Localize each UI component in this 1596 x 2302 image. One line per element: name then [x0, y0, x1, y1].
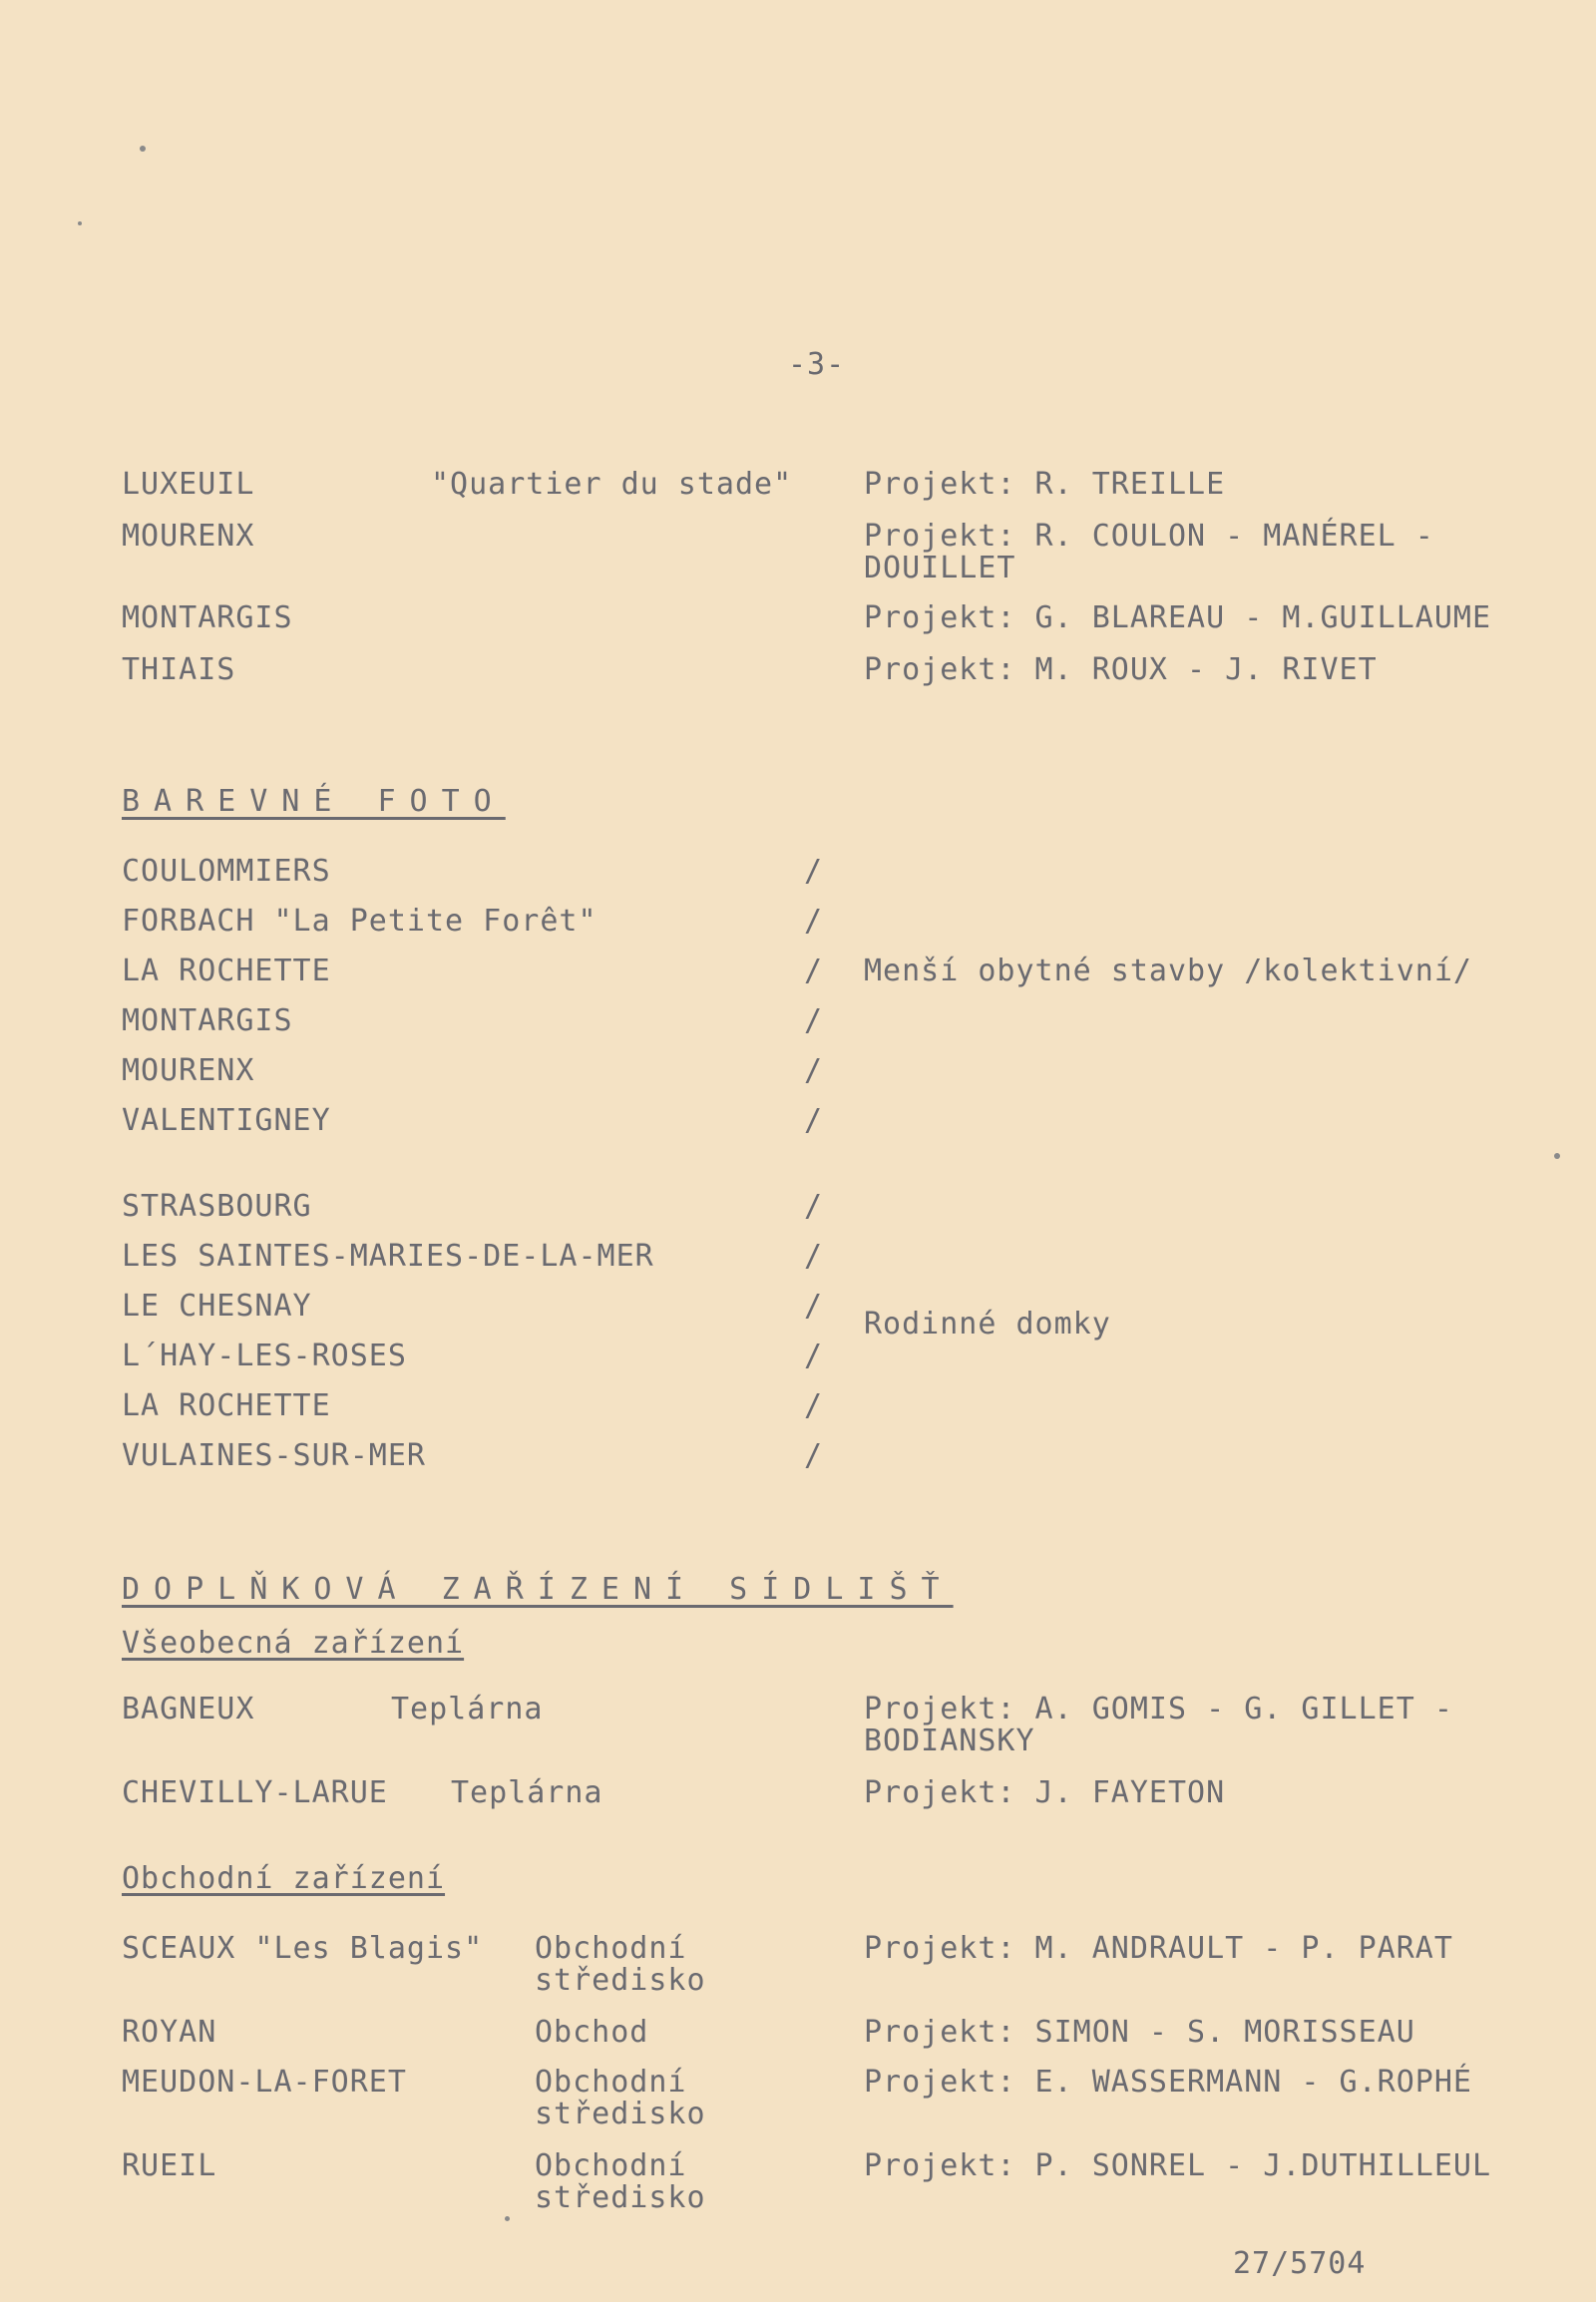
archive-code: 27/5704: [1233, 2246, 1367, 2281]
kind-meudon: Obchodní: [535, 2065, 687, 2100]
place-chevilly: CHEVILLY-LARUE: [122, 1775, 388, 1810]
kind-chevilly: Teplárna: [451, 1775, 603, 1810]
kind-meudon-cont: středisko: [535, 2097, 706, 2131]
list-item: STRASBOURG: [122, 1189, 312, 1224]
project-mourenx: Projekt: R. COULON - MANÉREL -: [864, 519, 1434, 554]
place-meudon: MEUDON-LA-FORET: [122, 2065, 407, 2100]
bracket-slash: /: [804, 1339, 823, 1373]
list-item: MOURENX: [122, 1053, 255, 1088]
bracket-slash: /: [804, 1189, 823, 1224]
project-meudon: Projekt: E. WASSERMANN - G.ROPHÉ: [864, 2065, 1472, 2100]
place-bagneux: BAGNEUX: [122, 1692, 255, 1726]
bracket-slash: /: [804, 1239, 823, 1274]
note-quartier: "Quartier du stade": [431, 467, 793, 502]
place-montargis: MONTARGIS: [122, 600, 293, 635]
group2-description: Rodinné domky: [864, 1307, 1111, 1342]
bracket-slash: /: [804, 1289, 823, 1324]
bracket-slash: /: [804, 854, 823, 889]
list-item: LA ROCHETTE: [122, 1388, 331, 1423]
kind-bagneux: Teplárna: [391, 1692, 544, 1726]
project-bagneux: Projekt: A. GOMIS - G. GILLET -: [864, 1692, 1453, 1726]
kind-rueil: Obchodní: [535, 2148, 687, 2183]
kind-royan: Obchod: [535, 2015, 649, 2050]
paper-speck: [78, 221, 82, 225]
project-luxeuil: Projekt: R. TREILLE: [864, 467, 1226, 502]
place-thiais: THIAIS: [122, 652, 236, 687]
place-mourenx: MOURENX: [122, 519, 255, 554]
list-item: VALENTIGNEY: [122, 1103, 331, 1138]
paper-speck: [1554, 1153, 1560, 1159]
group1-description: Menší obytné stavby /kolektivní/: [864, 954, 1472, 988]
bracket-slash: /: [804, 1388, 823, 1423]
project-royan: Projekt: SIMON - S. MORISSEAU: [864, 2015, 1415, 2050]
subheading-commercial: Obchodní zařízení: [122, 1861, 446, 1896]
bracket-slash: /: [804, 1103, 823, 1138]
bracket-slash: /: [804, 1003, 823, 1038]
section-heading-color-photo: BAREVNÉ FOTO: [122, 784, 506, 819]
project-montargis: Projekt: G. BLAREAU - M.GUILLAUME: [864, 600, 1492, 635]
kind-sceaux-cont: středisko: [535, 1963, 706, 1998]
kind-rueil-cont: středisko: [535, 2180, 706, 2215]
place-rueil: RUEIL: [122, 2148, 217, 2183]
place-royan: ROYAN: [122, 2015, 217, 2050]
list-item: LA ROCHETTE: [122, 954, 331, 988]
project-bagneux-cont: BODIANSKY: [864, 1724, 1035, 1758]
place-luxeuil: LUXEUIL: [122, 467, 255, 502]
place-sceaux: SCEAUX "Les Blagis": [122, 1931, 484, 1966]
list-item: L´HAY-LES-ROSES: [122, 1339, 407, 1373]
bracket-slash: /: [804, 954, 823, 988]
bracket-slash: /: [804, 1053, 823, 1088]
kind-sceaux: Obchodní: [535, 1931, 687, 1966]
bracket-slash: /: [804, 904, 823, 939]
section-heading-facilities: DOPLŇKOVÁ ZAŘÍZENÍ SÍDLIŠŤ: [122, 1572, 954, 1607]
project-sceaux: Projekt: M. ANDRAULT - P. PARAT: [864, 1931, 1453, 1966]
project-thiais: Projekt: M. ROUX - J. RIVET: [864, 652, 1378, 687]
list-item: LE CHESNAY: [122, 1289, 312, 1324]
paper-speck: [140, 146, 146, 152]
page-number: -3-: [788, 347, 846, 382]
list-item: VULAINES-SUR-MER: [122, 1438, 426, 1473]
project-chevilly: Projekt: J. FAYETON: [864, 1775, 1226, 1810]
list-item: FORBACH "La Petite Forêt": [122, 904, 598, 939]
subheading-general: Všeobecná zařízení: [122, 1626, 465, 1661]
project-mourenx-cont: DOUILLET: [864, 551, 1016, 585]
list-item: MONTARGIS: [122, 1003, 293, 1038]
list-item: COULOMMIERS: [122, 854, 331, 889]
project-rueil: Projekt: P. SONREL - J.DUTHILLEUL: [864, 2148, 1492, 2183]
bracket-slash: /: [804, 1438, 823, 1473]
list-item: LES SAINTES-MARIES-DE-LA-MER: [122, 1239, 654, 1274]
paper-speck: [505, 2216, 510, 2221]
